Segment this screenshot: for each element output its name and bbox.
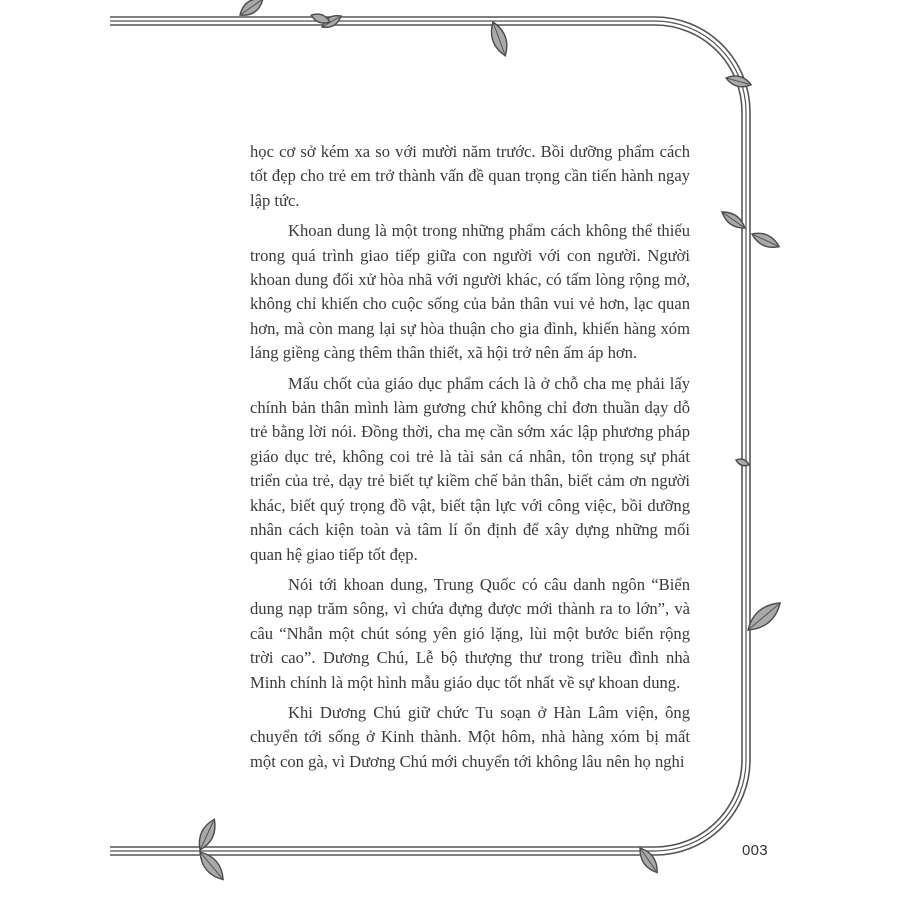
paragraph: học cơ sở kém xa so với mười năm trước. Bồi dưỡng phẩm cách tốt đẹp cho trẻ em trở thành vấn đề quan trọng cần tiến hành ngay lập tức. (250, 142, 690, 210)
leaf-icon (735, 457, 750, 467)
paragraph: Khi Dương Chú giữ chức Tu soạn ở Hàn Lâm viện, ông chuyển tới sống ở Kinh thành. Một hôm, nhà hàng xóm bị mất một con gà, vì Dương Chú mới chuyển tới không lâu nên họ nghi (250, 702, 690, 771)
leaf-icon (719, 208, 748, 232)
leaf-icon (195, 848, 228, 884)
body-text (250, 140, 690, 780)
paragraph: Khoan dung là một trong những phẩm cách không thể thiếu trong quá trình giao tiếp giữa con người với con người. Người khoan dung đối xử hòa nhã với người khác, có tấm lòng rộng mở, không chỉ khiến cho cuộc sống của bản thân vui vẻ hơn, lạc quan hơn, mà còn mang lại sự hòa thuận cho gia đình, khiến hàng xóm láng giềng càng thêm thân thiết, xã hội trở nên ấm áp hơn. (250, 221, 690, 363)
paragraph: Mấu chốt của giáo dục phẩm cách là ở chỗ cha mẹ phải lấy chính bản thân mình làm gương chứ không chỉ đơn thuần dạy dỗ trẻ bằng lời nói. Đồng thời, cha mẹ cần sớm xác lập phương pháp giáo dục trẻ, không coi trẻ là tài sản cá nhân, tôn trọng sự phát triển của trẻ, dạy trẻ biết tự kiềm chế bản thân, biết cảm ơn người khác, biết quý trọng đồ vật, biết tận lực với công việc, bồi dưỡng nhân cách kiện toàn và tâm lí ổn định để xây dựng những mối quan hệ giao tiếp tốt đẹp. (250, 373, 690, 564)
paragraph: Nói tới khoan dung, Trung Quốc có câu danh ngôn “Biển dung nạp trăm sông, vì chứa đựng được mới thành ra to lớn”, và câu “Nhẫn một chút sóng yên gió lặng, lùi một bước biển rộng trời cao”. Dương Chú, Lễ bộ thượng thư trong triều đình nhà Minh chính là một hình mẫu giáo dục tốt nhất về sự khoan dung. (250, 574, 690, 692)
leaf-icon (635, 845, 661, 876)
leaf-icon (750, 229, 782, 252)
page-number: 003 (742, 842, 768, 859)
leaf-icon (725, 73, 753, 89)
